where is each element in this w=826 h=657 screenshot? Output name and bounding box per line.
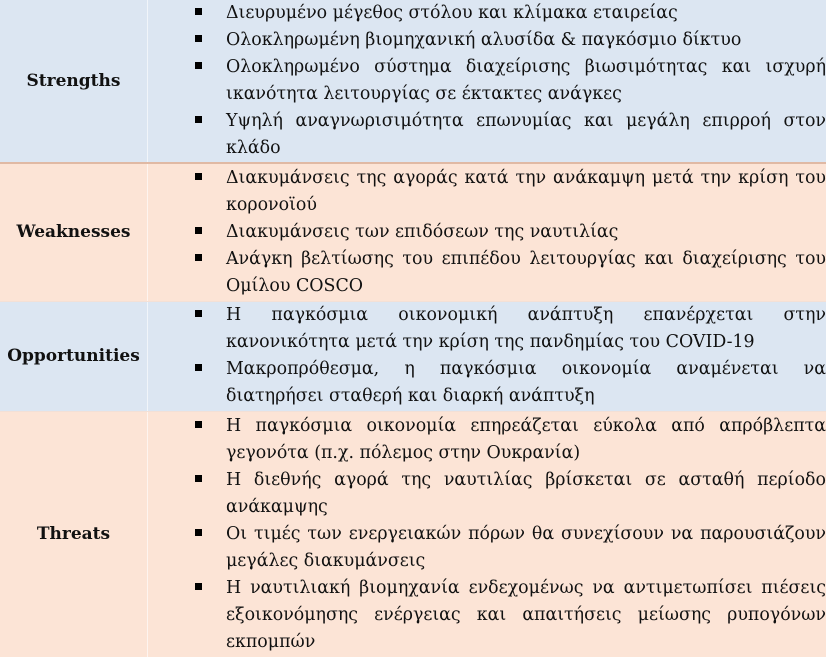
weaknesses-label: Weaknesses [0,163,148,301]
list-item-text: Διακυμάνσεις της αγοράς κατά την ανάκαμψη μετά την κρίση του κορονοϊού [226,168,826,215]
list-item-text: Ολοκληρωμένο σύστημα διαχείρισης βιωσιμότητας και ισχυρή ικανότητα λειτουργίας σε έκτακτες ανάγκες [226,57,826,104]
weaknesses-content [148,163,826,301]
list-item [148,413,826,467]
list-item [148,467,826,521]
threats-row [0,411,826,657]
square-bullet-icon [195,116,202,123]
square-bullet-icon [195,310,202,317]
list-item [148,575,826,656]
opportunities-content [148,301,826,411]
list-item [148,0,826,27]
list-item-text: Ολοκληρωμένη βιομηχανική αλυσίδα & παγκόσμιο δίκτυο [226,30,741,50]
list-item [148,108,826,162]
strengths-content [148,0,826,163]
square-bullet-icon [195,8,202,15]
square-bullet-icon [195,475,202,482]
threats-label: Threats [0,411,148,657]
square-bullet-icon [195,583,202,590]
square-bullet-icon [195,254,202,261]
square-bullet-icon [195,364,202,371]
strengths-row [0,0,826,163]
list-item-text: Η ναυτιλιακή βιομηχανία ενδεχομένως να αντιμετωπίσει πιέσεις εξοικονόμησης ενέργειας και απαιτήσεις μείωσης ρυπογόνων εκπομπών [226,578,826,652]
list-item-text: Διακυμάνσεις των επιδόσεων της ναυτιλίας [226,222,618,242]
list-item [148,165,826,219]
list-item-text: Η διεθνής αγορά της ναυτιλίας βρίσκεται σε ασταθή περίοδο ανάκαμψης [226,470,826,517]
opportunities-row [0,301,826,411]
list-item-text: Η παγκόσμια οικονομία επηρεάζεται εύκολα από απρόβλεπτα γεγονότα (π.χ. πόλεμος στην Ουκρανία) [226,416,826,463]
square-bullet-icon [195,227,202,234]
square-bullet-icon [195,62,202,69]
list-item [148,219,826,246]
list-item [148,246,826,300]
threats-list [148,413,826,656]
list-item [148,27,826,54]
list-item [148,302,826,356]
square-bullet-icon [195,421,202,428]
threats-content [148,411,826,657]
weaknesses-row [0,163,826,301]
list-item-text: Διευρυμένο μέγεθος στόλου και κλίμακα εταιρείας [226,3,678,23]
list-item-text: Οι τιμές των ενεργειακών πόρων θα συνεχίσουν να παρουσιάζουν μεγάλες διακυμάνσεις [226,524,826,571]
list-item [148,521,826,575]
square-bullet-icon [195,173,202,180]
square-bullet-icon [195,529,202,536]
list-item-text: Η παγκόσμια οικονομική ανάπτυξη επανέρχεται στην κανονικότητα μετά την κρίση της πανδημίας του COVID-19 [226,305,826,352]
strengths-label: Strengths [0,0,148,163]
list-item-text: Υψηλή αναγνωρισιμότητα επωνυμίας και μεγάλη επιρροή στον κλάδο [226,111,826,158]
opportunities-list [148,302,826,410]
list-item [148,356,826,410]
list-item-text: Μακροπρόθεσμα, η παγκόσμια οικονομία αναμένεται να διατηρήσει σταθερή και διαρκή ανάπτυξη [226,359,826,406]
weaknesses-list [148,165,826,300]
square-bullet-icon [195,35,202,42]
list-item-text: Ανάγκη βελτίωσης του επιπέδου λειτουργίας και διαχείρισης του Ομίλου COSCO [226,249,826,296]
strengths-list [148,0,826,162]
list-item [148,54,826,108]
opportunities-label: Opportunities [0,301,148,411]
